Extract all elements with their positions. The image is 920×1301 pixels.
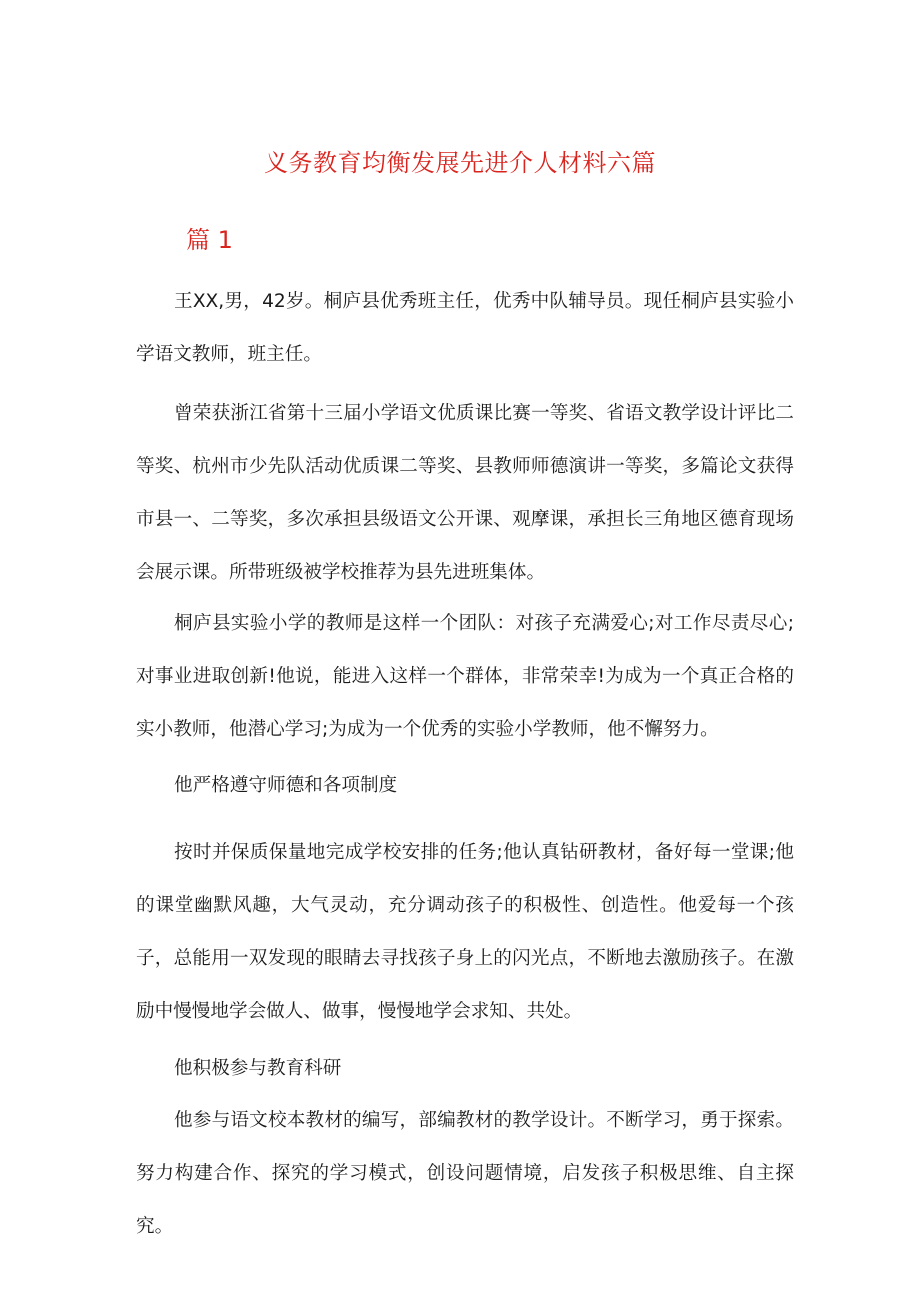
document-title: 义务教育均衡发展先进介人材料六篇 — [264, 149, 656, 177]
paragraph-4: 按时并保质保量地完成学校安排的任务;他认真钻研教材，备好每一堂课;他的课堂幽默风趣，大气灵动，充分调动孩子的积极性、创造性。他爱每一个孩子，总能用一双发现的眼睛去寻找孩子身上的闪光点，不断地去激励孩子。在激励中慢慢地学会做人、做事，慢慢地学会求知、共处。 — [136, 842, 794, 1022]
paragraph-5: 他参与语文校本教材的编写，部编教材的教学设计。不断学习，勇于探索。努力构建合作、探究的学习模式，创设问题情境，启发孩子积极思维、自主探究。 — [136, 1110, 794, 1237]
paragraph-3: 桐庐县实验小学的教师是这样一个团队：对孩子充满爱心;对工作尽责尽心;对事业进取创新!他说，能进入这样一个群体，非常荣幸!为成为一个真正合格的实小教师，他潜心学习;为成为一个优秀的实验小学教师，他不懈努力。 — [136, 613, 794, 740]
paragraph-1: 王XX,男，42岁。桐庐县优秀班主任，优秀中队辅导员。现任桐庐县实验小学语文教师，班主任。 — [136, 291, 794, 365]
subheading-ethics: 他严格遵守师德和各项制度 — [174, 775, 398, 796]
section-label: 篇 1 — [186, 226, 233, 254]
paragraph-2: 曾荣获浙江省第十三届小学语文优质课比赛一等奖、省语文教学设计评比二等奖、杭州市少先队活动优质课二等奖、县教师师德演讲一等奖，多篇论文获得市县一、二等奖，多次承担县级语文公开课、观摩课，承担长三角地区德育现场会展示课。所带班级被学校推荐为县先进班集体。 — [136, 403, 794, 583]
subheading-research: 他积极参与教育科研 — [174, 1058, 342, 1079]
